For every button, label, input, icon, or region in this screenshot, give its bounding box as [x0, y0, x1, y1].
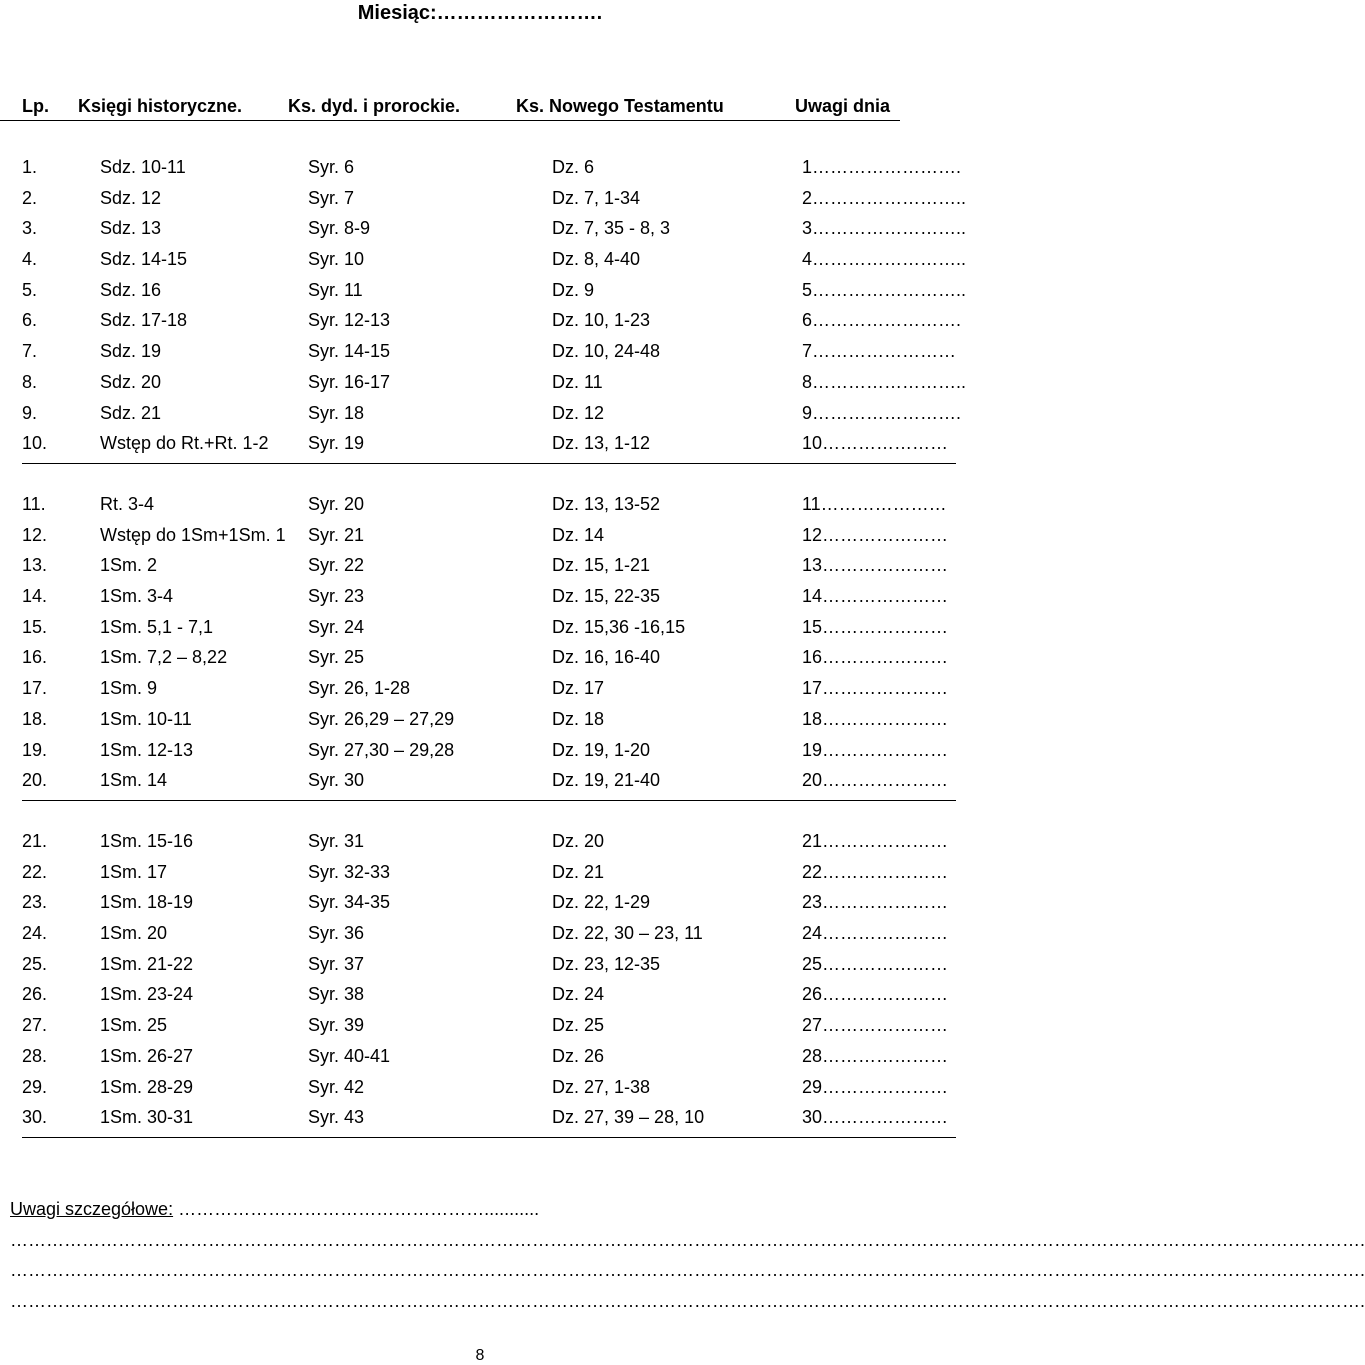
daily-note-field[interactable]: 28…………………	[802, 1045, 949, 1066]
detailed-notes-label: Uwagi szczegółowe:	[10, 1199, 174, 1219]
historical-reading: 1Sm. 3-4	[100, 586, 174, 607]
row-number: 18.	[22, 708, 48, 729]
row-number: 20.	[22, 770, 48, 791]
daily-note-field[interactable]: 22…………………	[802, 861, 949, 882]
historical-reading: Sdz. 20	[100, 371, 162, 392]
header-new-testament: Ks. Nowego Testamentu	[516, 96, 724, 116]
table-row	[22, 739, 956, 770]
notes-fill-line[interactable]: ……………………………………………...........	[178, 1199, 540, 1219]
header-lp: Lp.	[22, 96, 49, 116]
table-row	[22, 402, 962, 433]
historical-reading: Sdz. 19	[100, 341, 162, 362]
row-number: 25.	[22, 953, 48, 974]
historical-reading: Sdz. 14-15	[100, 249, 188, 270]
table-row	[22, 861, 956, 892]
historical-reading: Sdz. 13	[100, 218, 162, 239]
didactic-reading: Syr. 26,29 – 27,29	[308, 708, 455, 729]
header-daily-notes: Uwagi dnia	[795, 96, 891, 116]
didactic-reading: Syr. 23	[308, 586, 365, 607]
daily-note-field[interactable]: 24…………………	[802, 923, 949, 944]
daily-note-field[interactable]: 5……………………..	[802, 279, 967, 300]
didactic-reading: Syr. 18	[308, 402, 365, 423]
row-number: 5.	[22, 279, 38, 300]
daily-note-field[interactable]: 3……………………..	[802, 218, 967, 239]
didactic-reading: Syr. 11	[308, 279, 363, 300]
historical-reading: 1Sm. 28-29	[100, 1076, 194, 1097]
row-number: 13.	[22, 555, 48, 576]
row-number: 16.	[22, 647, 48, 668]
didactic-reading: Syr. 19	[308, 433, 365, 454]
new-testament-reading: Dz. 27, 1-38	[552, 1076, 651, 1097]
new-testament-reading: Dz. 25	[552, 1015, 605, 1036]
row-number: 24.	[22, 923, 48, 944]
new-testament-reading: Dz. 11	[552, 371, 603, 392]
notes-blank-line[interactable]: ……………………………………………………………………………………………………………………………………………………………………………………………………….	[10, 1260, 1365, 1280]
didactic-reading: Syr. 43	[308, 1107, 365, 1128]
row-number: 17.	[22, 678, 48, 699]
new-testament-reading: Dz. 22, 30 – 23, 11	[552, 923, 703, 944]
didactic-reading: Syr. 31	[308, 831, 365, 851]
table-row	[22, 1045, 956, 1076]
new-testament-reading: Dz. 23, 12-35	[552, 953, 661, 974]
historical-reading: Wstęp do 1Sm+1Sm. 1	[100, 524, 286, 545]
new-testament-reading: Dz. 13, 13-52	[552, 494, 661, 514]
didactic-reading: Syr. 22	[308, 555, 365, 576]
historical-reading: 1Sm. 2	[100, 555, 158, 576]
row-number: 6.	[22, 310, 38, 331]
daily-note-field[interactable]: 2……………………..	[802, 187, 967, 208]
row-number: 22.	[22, 861, 48, 882]
didactic-reading: Syr. 39	[308, 1015, 365, 1036]
detailed-notes-section	[10, 1198, 1365, 1320]
daily-note-field[interactable]: 15…………………	[802, 616, 949, 637]
new-testament-reading: Dz. 10, 24-48	[552, 341, 661, 362]
historical-reading: 1Sm. 10-11	[100, 708, 192, 729]
historical-reading: 1Sm. 20	[100, 923, 168, 944]
table-row	[22, 677, 956, 708]
didactic-reading: Syr. 38	[308, 984, 365, 1005]
new-testament-reading: Dz. 19, 1-20	[552, 739, 651, 760]
table-row	[22, 922, 956, 953]
notes-blank-line[interactable]: ……………………………………………………………………………………………………………………………………………………………………………………………………….	[10, 1290, 1365, 1311]
table-row	[22, 1076, 956, 1107]
new-testament-reading: Dz. 24	[552, 984, 605, 1005]
historical-reading: Wstęp do Rt.+Rt. 1-2	[100, 433, 269, 454]
table-row	[22, 1106, 956, 1138]
table-row	[22, 1014, 956, 1045]
row-number: 9.	[22, 402, 38, 423]
new-testament-reading: Dz. 15, 22-35	[552, 586, 661, 607]
historical-reading: Rt. 3-4	[100, 494, 155, 514]
row-number: 27.	[22, 1015, 48, 1036]
historical-reading: 1Sm. 17	[100, 861, 168, 882]
didactic-reading: Syr. 24	[308, 616, 365, 637]
month-title: Miesiąc:…………………….	[357, 2, 603, 24]
table-row	[22, 187, 967, 218]
table-row	[22, 524, 956, 555]
row-number: 4.	[22, 249, 38, 270]
new-testament-reading: Dz. 7, 1-34	[552, 187, 641, 208]
didactic-reading: Syr. 25	[308, 647, 365, 668]
page-number: 8	[475, 1347, 485, 1364]
row-number: 23.	[22, 892, 48, 913]
new-testament-reading: Dz. 19, 21-40	[552, 770, 661, 791]
new-testament-reading: Dz. 15, 1-21	[552, 555, 651, 576]
header-didactic-prophetic-books: Ks. dyd. i prorockie.	[288, 96, 461, 116]
didactic-reading: Syr. 8-9	[308, 218, 371, 239]
historical-reading: 1Sm. 9	[100, 678, 158, 699]
row-number: 14.	[22, 586, 48, 607]
daily-note-field[interactable]: 27…………………	[802, 1015, 949, 1036]
table-row	[22, 554, 956, 585]
historical-reading: Sdz. 21	[100, 402, 162, 423]
historical-reading: Sdz. 17-18	[100, 310, 188, 331]
didactic-reading: Syr. 16-17	[308, 371, 391, 392]
daily-note-field[interactable]: 19…………………	[802, 739, 949, 760]
historical-reading: 1Sm. 25	[100, 1015, 168, 1036]
daily-note-field[interactable]: 10…………………	[802, 433, 949, 454]
didactic-reading: Syr. 7	[308, 187, 355, 208]
historical-reading: 1Sm. 23-24	[100, 984, 194, 1005]
row-number: 2.	[22, 187, 38, 208]
historical-reading: Sdz. 16	[100, 279, 162, 300]
new-testament-reading: Dz. 14	[552, 524, 605, 545]
table-row	[22, 279, 967, 310]
daily-note-field[interactable]: 14…………………	[802, 586, 949, 607]
daily-note-field[interactable]: 6…………………….	[802, 310, 962, 331]
table-row	[22, 156, 962, 187]
new-testament-reading: Dz. 13, 1-12	[552, 433, 651, 454]
new-testament-reading: Dz. 22, 1-29	[552, 892, 651, 913]
didactic-reading: Syr. 30	[308, 770, 365, 791]
table-header	[0, 96, 900, 121]
daily-note-field[interactable]: 13…………………	[802, 555, 949, 576]
didactic-reading: Syr. 14-15	[308, 341, 391, 362]
historical-reading: 1Sm. 12-13	[100, 739, 194, 760]
table-row	[22, 493, 956, 524]
historical-reading: Sdz. 12	[100, 187, 162, 208]
table-row	[22, 340, 956, 371]
daily-note-field[interactable]: 11…………………	[802, 494, 947, 514]
didactic-reading: Syr. 36	[308, 923, 365, 944]
new-testament-reading: Dz. 6	[552, 157, 595, 177]
row-number: 8.	[22, 371, 38, 392]
row-number: 26.	[22, 984, 48, 1005]
row-number: 15.	[22, 616, 48, 637]
daily-note-field[interactable]: 21…………………	[802, 831, 949, 851]
new-testament-reading: Dz. 20	[552, 831, 605, 851]
didactic-reading: Syr. 10	[308, 249, 365, 270]
new-testament-reading: Dz. 26	[552, 1045, 605, 1066]
didactic-reading: Syr. 21	[308, 524, 365, 545]
table-row	[22, 217, 967, 248]
row-number: 1.	[22, 157, 38, 177]
reading-group	[22, 493, 956, 801]
historical-reading: 1Sm. 15-16	[100, 831, 194, 851]
daily-note-field[interactable]: 18…………………	[802, 708, 949, 729]
table-row	[22, 983, 956, 1014]
daily-note-field[interactable]: 7……………………	[802, 341, 957, 362]
historical-reading: 1Sm. 5,1 - 7,1	[100, 616, 214, 637]
didactic-reading: Syr. 12-13	[308, 310, 391, 331]
daily-note-field[interactable]: 9…………………….	[802, 402, 962, 423]
daily-note-field[interactable]: 20…………………	[802, 770, 949, 791]
daily-note-field[interactable]: 1…………………….	[802, 157, 962, 177]
daily-note-field[interactable]: 29…………………	[802, 1076, 949, 1097]
didactic-reading: Syr. 20	[308, 494, 365, 514]
didactic-reading: Syr. 27,30 – 29,28	[308, 739, 455, 760]
table-row	[22, 585, 956, 616]
daily-note-field[interactable]: 25…………………	[802, 953, 949, 974]
table-row	[22, 708, 956, 739]
new-testament-reading: Dz. 12	[552, 402, 605, 423]
table-row	[22, 830, 956, 861]
historical-reading: 1Sm. 21-22	[100, 953, 194, 974]
notes-blank-line[interactable]: ……………………………………………………………………………………………………………………………………………………………………………………………………….	[10, 1229, 1365, 1250]
daily-note-field[interactable]: 26…………………	[802, 984, 949, 1005]
new-testament-reading: Dz. 10, 1-23	[552, 310, 651, 331]
new-testament-reading: Dz. 7, 35 - 8, 3	[552, 218, 671, 239]
daily-note-field[interactable]: 4……………………..	[802, 249, 967, 270]
daily-note-field[interactable]: 12…………………	[802, 524, 949, 545]
new-testament-reading: Dz. 9	[552, 279, 595, 300]
historical-reading: 1Sm. 18-19	[100, 892, 194, 913]
table-row	[22, 953, 956, 984]
new-testament-reading: Dz. 15,36 -16,15	[552, 616, 686, 637]
table-row	[22, 769, 956, 801]
historical-reading: 1Sm. 14	[100, 770, 168, 791]
daily-note-field[interactable]: 23…………………	[802, 892, 949, 913]
row-number: 30.	[22, 1107, 48, 1128]
row-number: 7.	[22, 341, 38, 362]
didactic-reading: Syr. 6	[308, 157, 355, 177]
reading-group	[22, 156, 967, 464]
table-row	[22, 646, 956, 677]
row-number: 29.	[22, 1076, 48, 1097]
table-row	[22, 371, 967, 402]
table-row	[22, 309, 962, 340]
daily-note-field[interactable]: 17…………………	[802, 678, 949, 699]
new-testament-reading: Dz. 27, 39 – 28, 10	[552, 1107, 705, 1128]
row-number: 12.	[22, 524, 48, 545]
row-number: 28.	[22, 1045, 48, 1066]
historical-reading: 1Sm. 26-27	[100, 1045, 194, 1066]
daily-note-field[interactable]: 30…………………	[802, 1107, 949, 1128]
row-number: 11.	[22, 494, 46, 514]
daily-note-field[interactable]: 16…………………	[802, 647, 949, 668]
didactic-reading: Syr. 26, 1-28	[308, 678, 411, 699]
historical-reading: 1Sm. 7,2 – 8,22	[100, 647, 228, 668]
row-number: 19.	[22, 739, 48, 760]
didactic-reading: Syr. 40-41	[308, 1045, 391, 1066]
didactic-reading: Syr. 42	[308, 1076, 365, 1097]
historical-reading: 1Sm. 30-31	[100, 1107, 194, 1128]
didactic-reading: Syr. 32-33	[308, 861, 391, 882]
didactic-reading: Syr. 37	[308, 953, 365, 974]
table-row	[22, 248, 967, 279]
table-row	[22, 616, 956, 647]
new-testament-reading: Dz. 16, 16-40	[552, 647, 661, 668]
header-historical-books: Księgi historyczne.	[78, 96, 243, 116]
historical-reading: Sdz. 10-11	[100, 157, 186, 177]
didactic-reading: Syr. 34-35	[308, 892, 391, 913]
new-testament-reading: Dz. 17	[552, 678, 605, 699]
new-testament-reading: Dz. 18	[552, 708, 605, 729]
row-number: 21.	[22, 831, 48, 851]
reading-group	[22, 830, 956, 1138]
row-number: 10.	[22, 433, 48, 454]
new-testament-reading: Dz. 21	[552, 861, 605, 882]
table-row	[22, 432, 956, 464]
row-number: 3.	[22, 218, 38, 239]
daily-note-field[interactable]: 8……………………..	[802, 371, 967, 392]
new-testament-reading: Dz. 8, 4-40	[552, 249, 641, 270]
table-row	[22, 891, 956, 922]
